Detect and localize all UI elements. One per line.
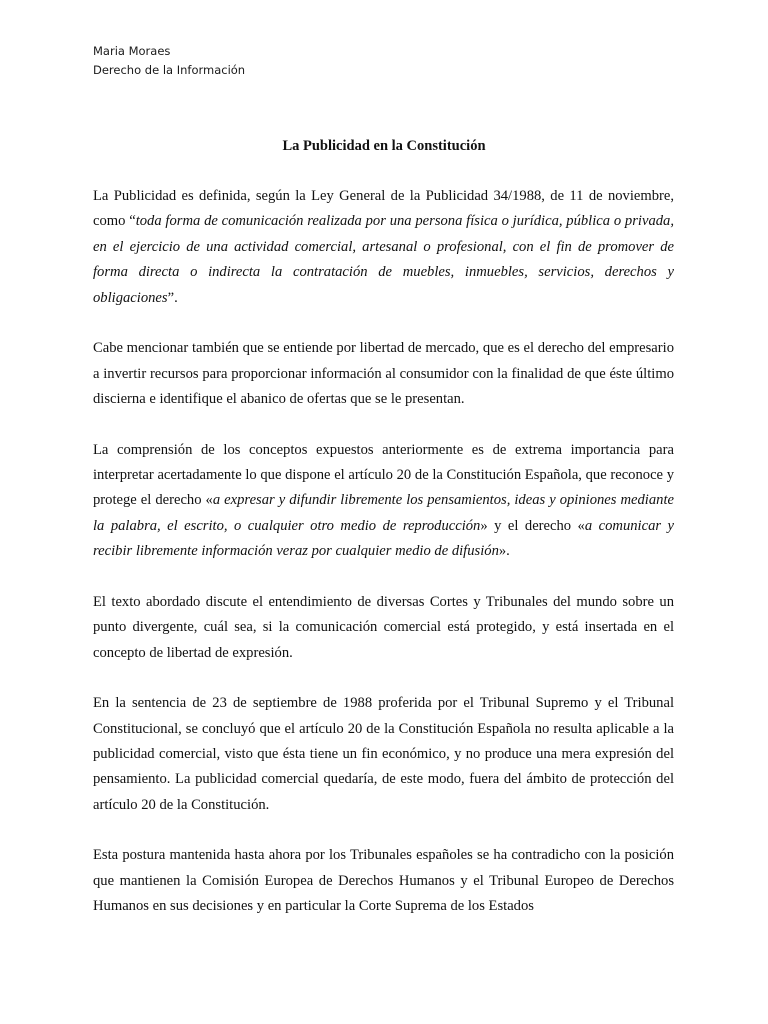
- paragraph-text: » y el derecho «: [480, 517, 585, 534]
- document-header: [93, 42, 245, 80]
- quoted-right-expression: a expresar y difundir libremente los pensamientos, ideas y opiniones mediante la palabra, el escrito, o cualquier otro medio de reproducción: [93, 492, 674, 534]
- paragraph-text: La comprensión de los conceptos expuestos anteriormente es de extrema importancia para interpretar acertadamente lo que dispone el artículo 20 de la Constitución Española, que reconoce y protege el derecho «: [93, 441, 674, 509]
- paragraph-market-freedom: Cabe mencionar también que se entiende por libertad de mercado, que es el derecho del empresario a invertir recursos para proporcionar información al consumidor con la finalidad de que éste último discierna e identifique el abanico de ofertas que se le presentan.: [93, 340, 674, 408]
- paragraph-courts-discussion: El texto abordado discute el entendimiento de diversas Cortes y Tribunales del mundo sobre un punto divergente, cuál sea, si la comunicación comercial está protegido, y está insertada en el concepto de libertad de expresión.: [93, 593, 674, 661]
- course-name: Derecho de la Información: [93, 63, 246, 77]
- paragraph-text: La Publicidad es definida, según la Ley General de la Publicidad 34/1988, de 11 de noviembre, como “: [93, 188, 674, 230]
- paragraph-1988-ruling: En la sentencia de 23 de septiembre de 1988 proferida por el Tribunal Supremo y el Tribunal Constitucional, se concluyó que el artículo 20 de la Constitución Española no resulta aplicable a la publicidad comercial, visto que ésta tiene un fin económico, y no produce una mera expresión del pensamiento. La publicidad comercial quedaría, de este modo, fuera del ámbito de protección del artículo 20 de la Constitución.: [93, 695, 674, 813]
- paragraph-definition: [93, 184, 674, 311]
- paragraph-european-position: Esta postura mantenida hasta ahora por los Tribunales españoles se ha contradicho con la posición que mantienen la Comisión Europea de Derechos Humanos y el Tribunal Europeo de Derechos Humanos en sus decisiones y en particular la Corte Suprema de los Estados: [93, 847, 674, 915]
- paragraph-article-20: [93, 438, 674, 565]
- document-body: [93, 184, 674, 945]
- quoted-definition: toda forma de comunicación realizada por una persona física o jurídica, pública o privada, en el ejercicio de una actividad comercial, artesanal o profesional, con el fin de promover de forma directa o indirecta la contratación de muebles, inmuebles, servicios, derechos y obligaciones: [93, 213, 674, 306]
- paragraph-text: ”.: [167, 289, 178, 306]
- paragraph-text: ».: [498, 543, 510, 560]
- quoted-right-information: a comunicar y recibir libremente información veraz por cualquier medio de difusión: [93, 517, 674, 560]
- document-title: La Publicidad en la Constitución: [282, 138, 486, 154]
- author-name: Maria Moraes: [93, 44, 171, 58]
